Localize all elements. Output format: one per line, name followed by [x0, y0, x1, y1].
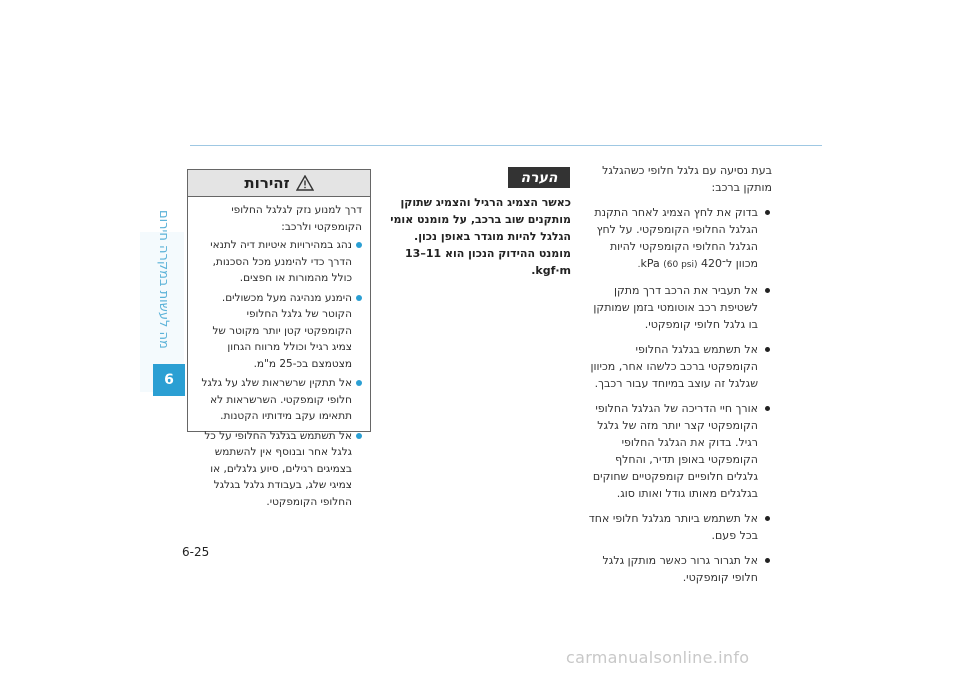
main-intro: בעת נסיעה עם גלגל חלופי כשהגלגל מותקן ברכב:: [602, 164, 772, 194]
chapter-tab: 6: [153, 364, 185, 396]
warning-body: [188, 197, 370, 510]
pressure-unit: (60 psi).: [637, 260, 698, 270]
warning-box: [187, 169, 371, 508]
main-item: אורך חיי הדריכה של הגלגל החלופי הקומפקטי קצר יותר מזה של גלגל רגיל. בדוק את הגלגל החלופי הקומפקטי באופן תדיר, והחלף גלגלים חלופיים קומפקטיים שחוקים בגלגלים מאותו גודל ואותו סוג.: [586, 400, 772, 502]
page-number: 6-25: [182, 545, 210, 559]
main-item: אל תגרור גרור כאשר מותקן גלגל חלופי קומפקטי.: [586, 552, 772, 586]
main-item: אל תשתמש ביותר מגלגל חלופי אחד בכל פעם.: [586, 510, 772, 544]
pressure-text: בדוק את לחץ הצמיג לאחר התקנת הגלגל החלופי הקומפקטי. על לחץ הגלגל החלופי הקומפקטי להיות מכוון ל־420 kPa: [594, 206, 758, 270]
section-label: מה לעשות במקרה חירום: [156, 210, 171, 349]
warning-item: אל תתקין שרשראות שלג על גלגל חלופי קומפקטי. השרשראות לא תתאימו עקב מידותיו הקטנות.: [196, 375, 362, 425]
main-column: [586, 162, 772, 594]
note-text: כאשר הצמיג הרגיל והצמיג שתוקן מותקנים שוב ברכב, על מומנט אומי הגלגל להיות מוגדר באופן נכון. מומנט ההידוק הנכון הוא 11–13 kgf·m.: [390, 196, 571, 277]
warning-item: אל תשתמש בגלגל החלופי על כל גלגל אחר ובנוסף אין להשתמש בצמיגים רגילים, סיוע גלגלים, או צמיגי שלג, בעבודת גלגל בגלגל החלופי הקומפקטי.: [196, 428, 362, 511]
main-item: אל תעביר את הרכב דרך מתקן לשטיפת רכב אוטומטי בזמן שמותקן בו גלגל חלופי קומפקטי.: [586, 282, 772, 333]
top-rule: [190, 145, 822, 146]
warning-intro: דרך למנוע נזק לגלגל החלופי הקומפקטי ולרכב:: [231, 204, 362, 233]
note-label: הערה: [508, 167, 570, 188]
warning-list: [196, 237, 362, 510]
warning-title: זהירות: [244, 174, 290, 192]
warning-triangle-icon: [296, 175, 314, 191]
main-item: אל תשתמש בגלגל החלופי הקומפקטי ברכב כלשהו אחר, מכיוון שגלגל זה עוצב במיוחד עבור רכבך.: [586, 341, 772, 392]
watermark: carmanualsonline.info: [566, 648, 750, 667]
warning-item: הימנע מנהיגה מעל מכשולים. הקוטר של גלגל החלופי הקומפקטי קטן יותר מקוטר של צמיג רגיל וכולל מרווח הגחון מצטמצם בכ-25 מ"מ.: [196, 290, 362, 373]
warning-header: [188, 170, 370, 197]
main-list: [586, 204, 772, 586]
main-item-pressure: [586, 204, 772, 274]
warning-item: נהג במהירויות איטיות דיה לתנאי הדרך כדי להימנע מכל הסכנות, כולל מהמורות או חפצים.: [196, 237, 362, 287]
